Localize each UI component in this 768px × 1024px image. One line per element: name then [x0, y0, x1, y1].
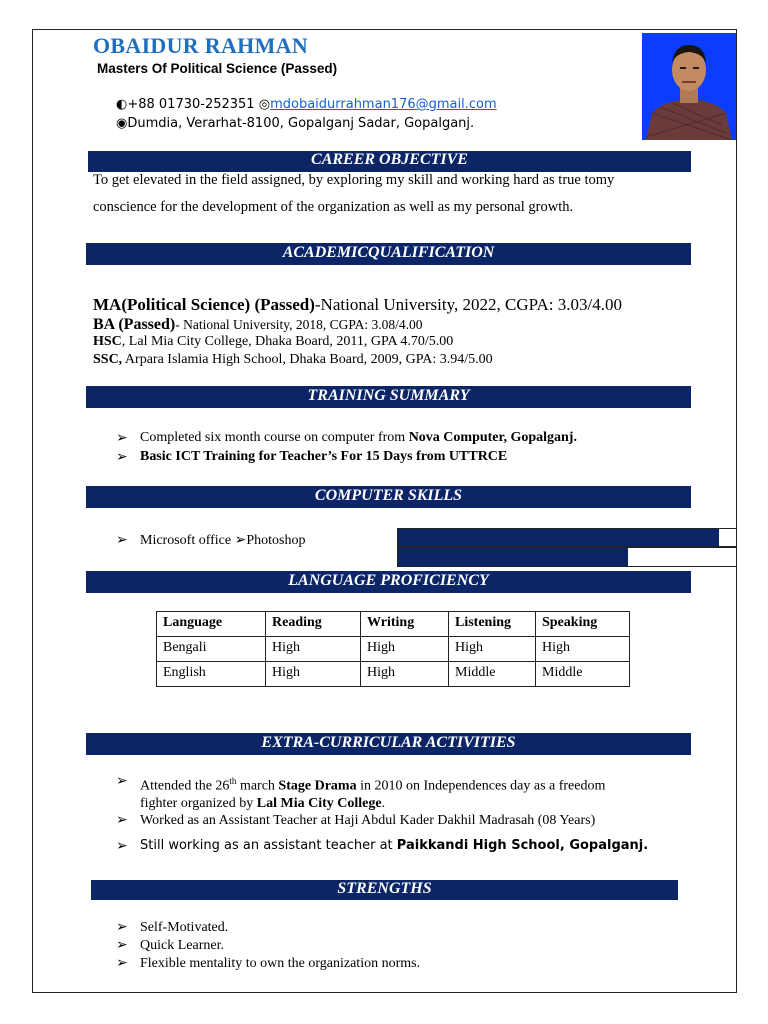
extra-curricular-list [116, 773, 676, 853]
bullet-arrow-icon: ➢ [116, 774, 128, 789]
list-item: ➢ Attended the 26th march Stage Drama in 2010 on Independences day as a freedom fighter organized by Lal Mia City College. [116, 774, 606, 811]
section-bar-extra-curricular [86, 733, 691, 755]
skill-bar-photoshop [397, 547, 737, 567]
hsc-details: , Lal Mia City College, Dhaka Board, 2011, GPA 4.70/5.00 [121, 334, 454, 349]
table-cell: Bengali [157, 637, 266, 662]
section-title: CAREER OBJECTIVE [311, 151, 468, 168]
computer-skills-list [116, 532, 305, 549]
section-title: LANGUAGE PROFICIENCY [288, 572, 489, 589]
academic-ba [93, 316, 422, 334]
section-bar-computer [86, 486, 691, 508]
table-header-row [157, 612, 630, 637]
table-header-cell: Writing [361, 612, 449, 637]
section-title: EXTRA-CURRICULAR ACTIVITIES [261, 734, 516, 751]
table-cell: High [361, 662, 449, 687]
skill-bar-fill [398, 529, 719, 546]
ma-degree: MA(Political Science) (Passed) [93, 295, 315, 314]
table-cell: Middle [536, 662, 630, 687]
contact-line-1 [116, 97, 497, 112]
section-title: TRAINING SUMMARY [307, 387, 470, 404]
table-cell: High [449, 637, 536, 662]
phone-number: +88 01730-252351 [127, 97, 255, 112]
section-title: ACADEMICQUALIFICATION [282, 244, 495, 261]
academic-ssc [93, 352, 493, 368]
objective-line-1: To get elevated in the field assigned, by exploring my skill and working hard as true tomy [93, 172, 615, 188]
academic-ma [93, 295, 622, 315]
ba-degree: BA (Passed) [93, 316, 176, 333]
bullet-arrow-icon: ➢ [116, 533, 128, 548]
contact-line-2 [116, 116, 474, 131]
section-title: STRENGTHS [337, 880, 432, 897]
table-cell: Middle [449, 662, 536, 687]
table-row [157, 662, 630, 687]
training-list [116, 430, 577, 465]
list-item: ➢ Basic ICT Training for Teacher’s For 15 Days from UTTRCE [116, 449, 508, 465]
skills-text: Microsoft office ➢Photoshop [140, 533, 306, 548]
section-bar-career-objective [88, 151, 691, 172]
strengths-list [116, 919, 420, 973]
table-cell: English [157, 662, 266, 687]
section-bar-language [86, 571, 691, 593]
bullet-arrow-icon: ➢ [116, 938, 128, 953]
phone-icon: ◐ [116, 97, 128, 112]
bullet-arrow-icon: ➢ [116, 956, 128, 971]
location-icon: ◉ [116, 116, 128, 131]
candidate-name: OBAIDUR RAHMAN [93, 33, 309, 58]
section-bar-academic [86, 243, 691, 265]
table-header-cell: Reading [266, 612, 361, 637]
ssc-details: Arpara Islamia High School, Dhaka Board, 2009, GPA: 3.94/5.00 [122, 352, 493, 367]
email-link[interactable]: mdobaidurrahman176@gmail.com [270, 97, 497, 112]
ssc-degree: SSC, [93, 352, 123, 367]
list-item: ➢ Still working as an assistant teacher at Paikkandi High School, Gopalganj. [116, 837, 649, 854]
table-cell: High [266, 662, 361, 687]
table-cell: High [266, 637, 361, 662]
ma-details: -National University, 2022, CGPA: 3.03/4.00 [314, 295, 622, 314]
degree-title: Masters Of Political Science (Passed) [97, 61, 338, 76]
profile-photo [642, 33, 736, 140]
table-cell: High [536, 637, 630, 662]
address: Dumdia, Verarhat-8100, Gopalganj Sadar, Gopalganj. [127, 116, 475, 131]
list-item: ➢ Flexible mentality to own the organization norms. [116, 956, 421, 971]
skill-bar-fill [398, 548, 628, 566]
table-header-cell: Listening [449, 612, 536, 637]
table-header-cell: Language [157, 612, 266, 637]
section-title: COMPUTER SKILLS [314, 487, 463, 504]
skill-bar-ms-office [397, 528, 737, 547]
list-item: ➢ Self-Motivated. [116, 920, 229, 935]
email-icon: ◎ [258, 97, 271, 112]
bullet-arrow-icon: ➢ [116, 812, 128, 828]
bullet-arrow-icon: ➢ [116, 450, 128, 465]
bullet-arrow-icon: ➢ [116, 431, 128, 446]
language-table [156, 611, 630, 687]
section-bar-training [86, 386, 691, 408]
table-row [157, 637, 630, 662]
list-item: ➢ Worked as an Assistant Teacher at Haji Abdul Kader Dakhil Madrasah (08 Years) [116, 812, 596, 828]
bullet-arrow-icon: ➢ [116, 920, 128, 935]
list-item [116, 532, 305, 549]
table-header-cell: Speaking [536, 612, 630, 637]
academic-hsc [93, 334, 453, 350]
hsc-degree: HSC [93, 334, 122, 349]
bullet-arrow-icon: ➢ [116, 838, 128, 854]
objective-line-2: conscience for the development of the organization as well as my personal growth. [93, 199, 574, 215]
section-bar-strengths [91, 880, 678, 900]
table-cell: High [361, 637, 449, 662]
list-item: ➢ Completed six month course on computer from Nova Computer, Gopalganj. [116, 430, 577, 446]
list-item: ➢ Quick Learner. [116, 938, 224, 953]
ba-details: - National University, 2018, CGPA: 3.08/4.00 [175, 317, 423, 332]
